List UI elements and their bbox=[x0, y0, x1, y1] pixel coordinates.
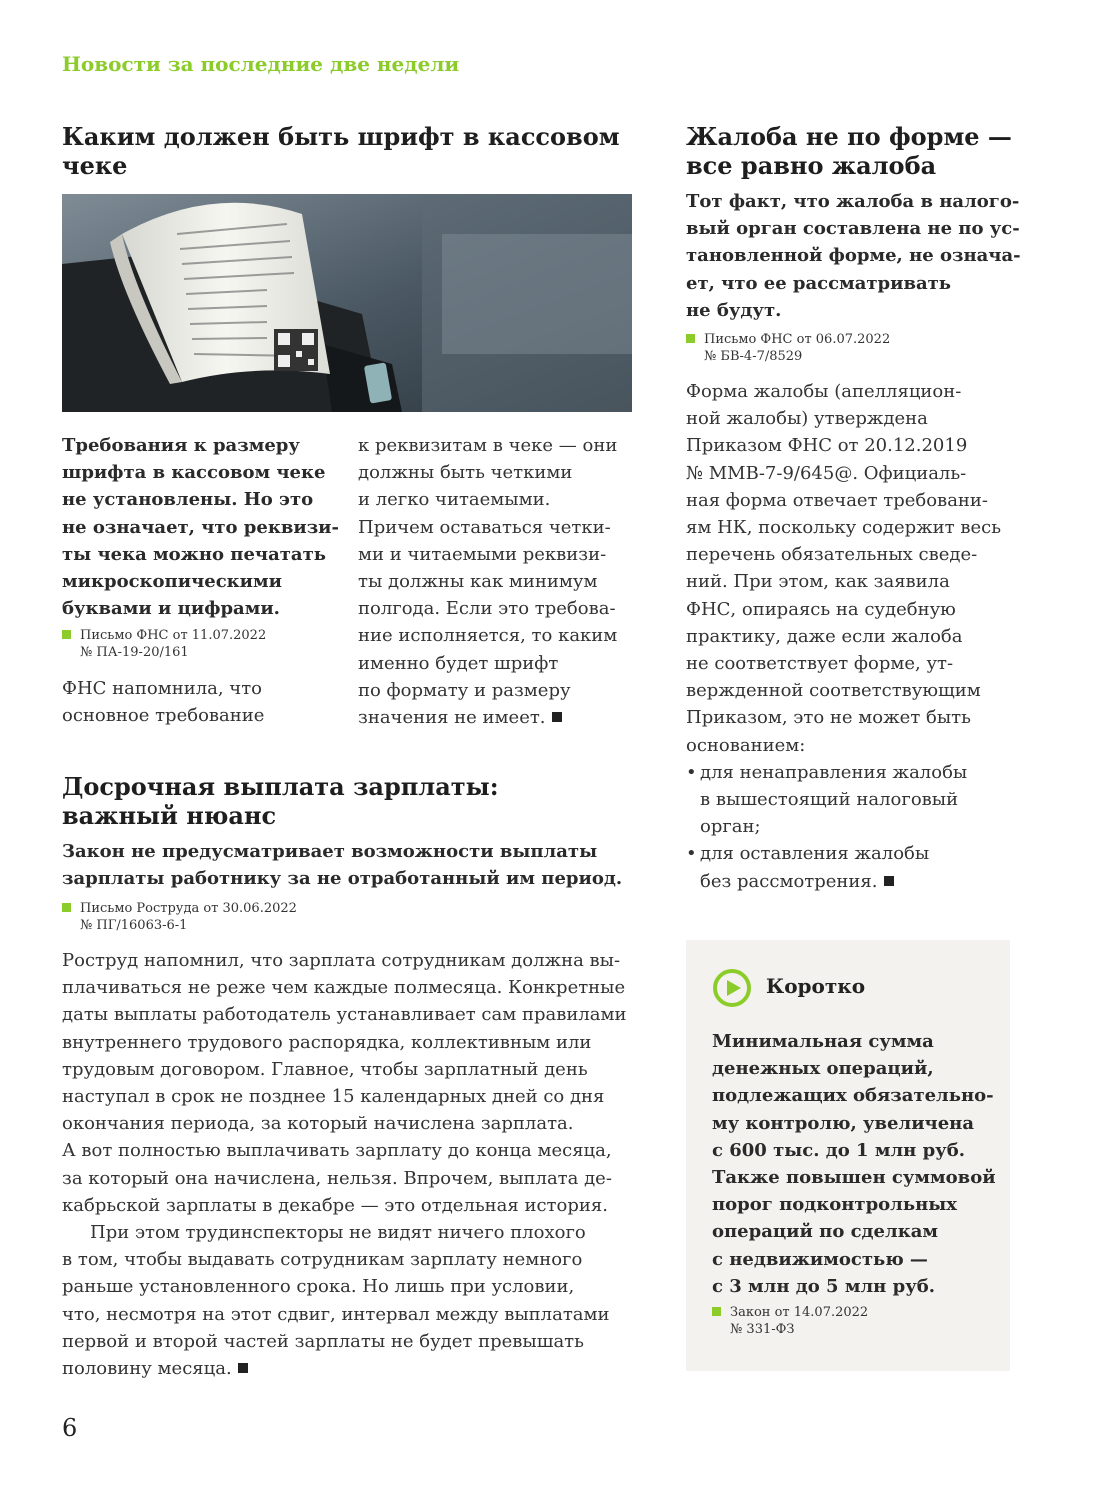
source-line: Письмо ФНС от 06.07.2022 bbox=[704, 332, 891, 347]
body-line: ми и читаемыми реквизи- bbox=[358, 543, 607, 565]
lead-line: Минимальная сумма bbox=[712, 1031, 934, 1052]
lead-line: с 600 тыс. до 1 млн руб. bbox=[712, 1139, 965, 1161]
green-square-icon bbox=[712, 1307, 721, 1316]
title-line: Жалоба не по форме — bbox=[686, 122, 1012, 151]
lead-line: шрифта в кассовом чеке bbox=[62, 462, 326, 484]
section-title: Новости за последние две недели bbox=[62, 52, 460, 76]
body-line: первой и второй частей зарплаты не будет превышать bbox=[62, 1330, 584, 1352]
bullet-line: • для ненаправления жалобы bbox=[686, 759, 1026, 786]
body-line: При этом трудинспекторы не видят ничего плохого bbox=[90, 1222, 586, 1244]
body-line: № ММВ-7-9/645@. Официаль- bbox=[686, 462, 967, 484]
title-line: все равно жалоба bbox=[686, 151, 937, 180]
body-line: трудовым договором. Главное, чтобы зарплатный день bbox=[62, 1058, 588, 1080]
lead-line: вый орган составлена не по ус- bbox=[686, 218, 1020, 240]
lead-line: ты чека можно печатать bbox=[62, 543, 326, 565]
body-line: практику, даже если жалоба bbox=[686, 625, 963, 647]
lead-line: Тот факт, что жалоба в налого- bbox=[686, 191, 1020, 212]
lead-line: микроскопическими bbox=[62, 571, 282, 593]
green-square-icon bbox=[62, 630, 71, 639]
end-of-article-mark bbox=[238, 1363, 248, 1373]
body-line: по формату и размеру bbox=[358, 679, 571, 701]
lead-line: му контролю, увеличена bbox=[712, 1112, 975, 1134]
title-line: Каким должен быть шрифт в кассовом bbox=[62, 122, 620, 151]
article-font-source bbox=[62, 627, 266, 661]
article-salary-title bbox=[62, 772, 632, 830]
article-salary-body bbox=[62, 947, 642, 1382]
body-line: за который она начислена, нельзя. Впрочем, выплата де- bbox=[62, 1167, 612, 1189]
body-line: наступал в срок не позднее 15 календарных дней со дня bbox=[62, 1086, 605, 1108]
source-line: № ПГ/16063-6-1 bbox=[80, 918, 188, 933]
article-complaint-lead bbox=[686, 188, 1026, 324]
article-title bbox=[62, 122, 632, 180]
body-line: ты должны как минимум bbox=[358, 571, 598, 593]
title-line: чеке bbox=[62, 151, 128, 180]
lead-line: с 3 млн до 5 млн руб. bbox=[712, 1275, 935, 1297]
body-line: ям НК, поскольку содержит весь bbox=[686, 517, 1002, 539]
page-number: 6 bbox=[62, 1414, 78, 1442]
body-line: ний. При этом, как заявила bbox=[686, 571, 950, 593]
body-line: к реквизитам в чеке — они bbox=[358, 435, 618, 456]
body-line: кабрьской зарплаты в декабре — это отдельная история. bbox=[62, 1194, 608, 1216]
body-line bbox=[62, 1355, 642, 1382]
body-line: Приказом, это не может быть bbox=[686, 707, 971, 729]
title-line: Досрочная выплата зарплаты: bbox=[62, 772, 499, 801]
bullet-line: орган; bbox=[700, 816, 761, 838]
source-line: Письмо Роструда от 30.06.2022 bbox=[80, 901, 297, 916]
body-line: не соответствует форме, ут- bbox=[686, 653, 954, 675]
article-font-title bbox=[62, 122, 632, 180]
body-line: даты выплаты работодатель устанавливает сам правилами bbox=[62, 1004, 627, 1026]
article-salary-lead bbox=[62, 838, 642, 892]
body-line-text: значения не имеет. bbox=[358, 707, 546, 729]
lead-line: подлежащих обязательно- bbox=[712, 1085, 994, 1107]
body-line: Роструд напомнил, что зарплата сотрудникам должна вы- bbox=[62, 950, 621, 971]
source-line: Письмо ФНС от 11.07.2022 bbox=[80, 628, 267, 643]
bullet-line: • для оставления жалобы bbox=[686, 840, 1026, 867]
lead-line: Закон не предусматривает возможности выплаты bbox=[62, 841, 598, 862]
source-line: № ПА-19-20/161 bbox=[80, 645, 189, 660]
lead-line: не будут. bbox=[686, 299, 782, 321]
body-line: ная форма отвечает требовани- bbox=[686, 489, 989, 511]
source-line: Закон от 14.07.2022 bbox=[730, 1305, 869, 1320]
body-line: ФНС, опираясь на судебную bbox=[686, 598, 956, 620]
article-font-body-col2 bbox=[358, 432, 638, 731]
article-font-lead bbox=[62, 432, 342, 622]
green-square-icon bbox=[686, 334, 695, 343]
lead-line: Требования к размеру bbox=[62, 435, 300, 456]
sidebar-title: Коротко bbox=[766, 974, 866, 998]
green-square-icon bbox=[62, 903, 71, 912]
body-line: что, несмотря на этот сдвиг, интервал между выплатами bbox=[62, 1303, 610, 1325]
body-line: основанием: bbox=[686, 734, 806, 756]
source-line: № 331-ФЗ bbox=[730, 1322, 795, 1337]
body-line: Форма жалобы (апелляцион- bbox=[686, 381, 962, 402]
article-complaint-title bbox=[686, 122, 1026, 180]
body-line: ФНС напомнила, что bbox=[62, 678, 262, 699]
article-font-body-col1 bbox=[62, 675, 342, 729]
article-complaint-body bbox=[686, 378, 1026, 895]
body-line: внутреннего трудового распорядка, коллективным или bbox=[62, 1031, 592, 1053]
body-line: раньше установленного срока. Но лишь при условии, bbox=[62, 1276, 575, 1298]
end-of-article-mark bbox=[552, 712, 562, 722]
article-salary-source bbox=[62, 900, 297, 934]
source-line: № БВ-4-7/8529 bbox=[704, 349, 803, 364]
bullet-line: в вышестоящий налоговый bbox=[700, 789, 959, 811]
sidebar-lead bbox=[712, 1028, 1002, 1300]
article-complaint-source bbox=[686, 331, 890, 365]
body-line-text: половину месяца. bbox=[62, 1358, 232, 1380]
body-line: именно будет шрифт bbox=[358, 652, 559, 674]
article-title bbox=[62, 772, 632, 830]
lead-line: порог подконтрольных bbox=[712, 1194, 958, 1216]
lead-line: не установлены. Но это bbox=[62, 489, 314, 511]
body-line: перечень обязательных сведе- bbox=[686, 544, 978, 566]
body-line: должны быть четкими bbox=[358, 462, 573, 484]
lead-line: денежных операций, bbox=[712, 1058, 934, 1080]
body-line: в том, чтобы выдавать сотрудникам зарплату немного bbox=[62, 1249, 583, 1271]
sidebar-source bbox=[712, 1304, 868, 1338]
lead-line: ет, что ее рассматривать bbox=[686, 272, 952, 294]
lead-line: с недвижимостью — bbox=[712, 1248, 928, 1270]
body-line: окончания периода, за который начислена зарплата. bbox=[62, 1113, 574, 1135]
article-title bbox=[686, 122, 1026, 180]
body-line: полгода. Если это требова- bbox=[358, 598, 616, 620]
end-of-article-mark bbox=[884, 876, 894, 886]
body-line bbox=[358, 704, 638, 731]
lead-line: операций по сделкам bbox=[712, 1221, 938, 1243]
body-line: вержденной соответствующим bbox=[686, 680, 981, 702]
lead-line: буквами и цифрами. bbox=[62, 598, 280, 620]
body-line: плачиваться не реже чем каждые полмесяца. Конкретные bbox=[62, 977, 626, 999]
body-line: ние исполняется, то каким bbox=[358, 625, 618, 647]
bullet-line bbox=[686, 868, 1026, 895]
body-line: Причем оставаться четки- bbox=[358, 516, 611, 538]
body-line: и легко читаемыми. bbox=[358, 489, 551, 511]
body-line: основное требование bbox=[62, 705, 265, 727]
lead-line: тановленной форме, не означа- bbox=[686, 245, 1021, 267]
lead-line: Также повышен суммовой bbox=[712, 1167, 996, 1189]
lead-line: не означает, что реквизи- bbox=[62, 516, 340, 538]
receipt-printer-photo bbox=[62, 194, 632, 412]
body-line: Приказом ФНС от 20.12.2019 bbox=[686, 435, 968, 457]
brief-sidebar bbox=[686, 940, 1010, 1371]
body-line: ной жалобы) утверждена bbox=[686, 408, 928, 430]
lead-line: зарплаты работнику за не отработанный им период. bbox=[62, 868, 623, 890]
body-line: А вот полностью выплачивать зарплату до конца месяца, bbox=[62, 1140, 612, 1162]
play-circle-icon bbox=[712, 968, 752, 1008]
title-line: важный нюанс bbox=[62, 801, 277, 830]
bullet-line-text: без рассмотрения. bbox=[700, 870, 878, 892]
